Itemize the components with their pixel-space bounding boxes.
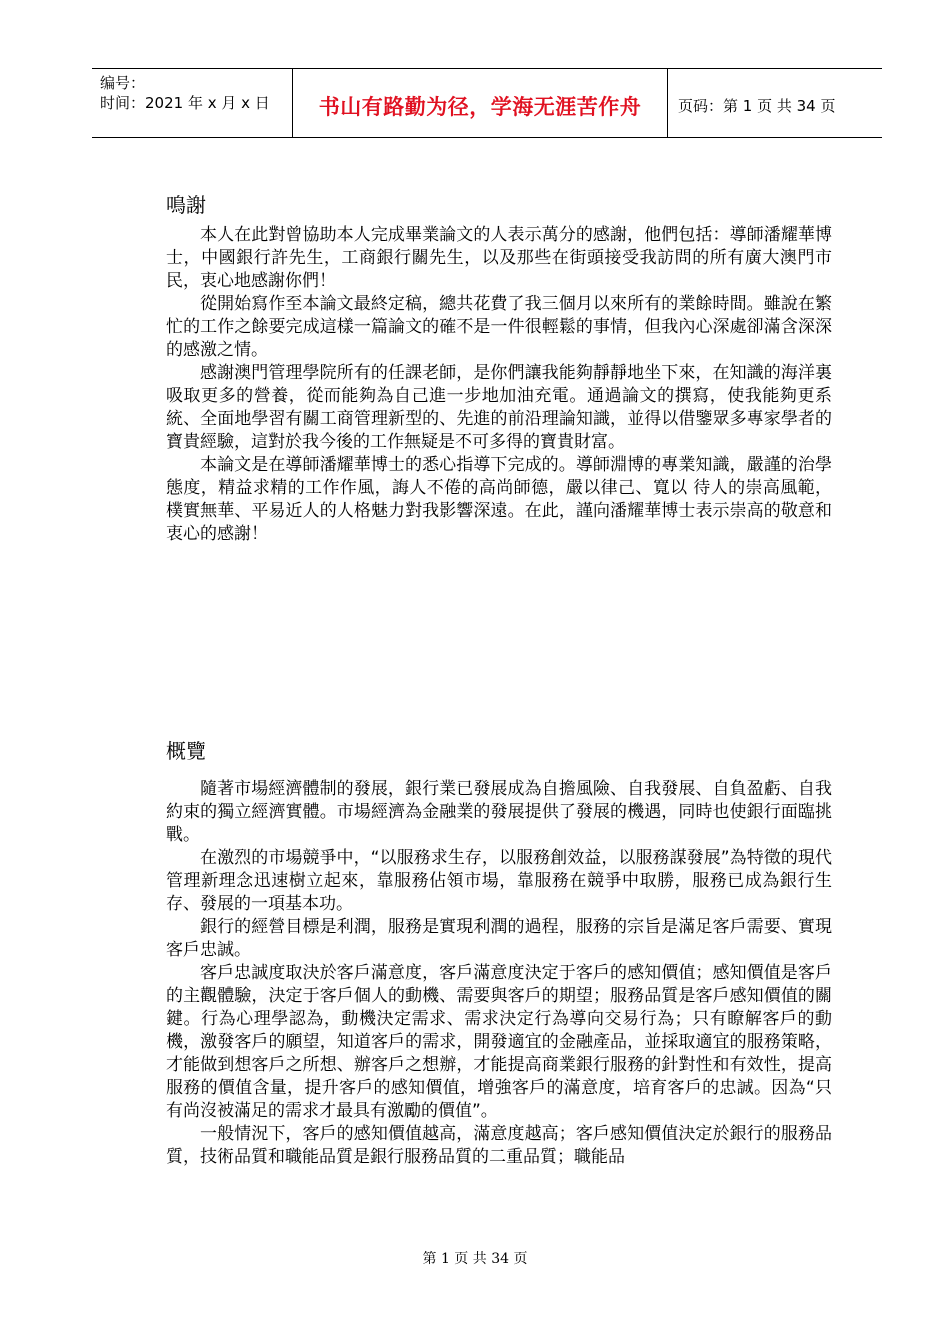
overview-title: 概覽 [166,739,206,763]
paragraph: 感謝澳門管理學院所有的任課老師，是你們讓我能夠靜靜地坐下來，在知識的海洋裏吸取更多的營養，從而能夠為自己進一步地加油充電。通過論文的撰寫，使我能夠更系統、全面地學習有關工商管理新型的、先進的前沿理論知識，並得以借鑒眾多專家學者的寶貴經驗，這對於我今後的工作無疑是不可多得的寶貴財富。 [166,363,832,452]
overview-section [166,736,832,1169]
paragraph: 客戶忠誠度取決於客戶滿意度，客戶滿意度決定于客戶的感知價值；感知價值是客戶的主觀體驗，決定于客戶個人的動機、需要與客戶的期望；服務品質是客戶感知價值的關鍵。行為心理學認為，動機決定需求、需求決定行為導向交易行為；只有瞭解客戶的動機，激發客戶的願望，知道客戶的需求，開發適宜的金融產品，並採取適宜的服務策略，才能做到想客戶之所想、辦客戶之想辦，才能提高商業銀行服務的針對性和有效性，提高服務的價值含量，提升客戶的感知價值，增強客戶的滿意度，培育客戶的忠誠。因為“只有尚沒被滿足的需求才最具有激勵的價值”。 [166,963,832,1121]
paragraph: 隨著市場經濟體制的發展，銀行業已發展成為自擔風險、自我發展、自負盈虧、自我約束的獨立經濟實體。市場經濟為金融業的發展提供了發展的機遇，同時也使銀行面臨挑戰。 [166,779,832,845]
paragraph: 從開始寫作至本論文最終定稿，總共花費了我三個月以來所有的業餘時間。雖說在繁忙的工作之餘要完成這樣一篇論文的確不是一件很輕鬆的事情，但我內心深處卻滿含深深的感激之情。 [166,294,832,360]
paragraph: 本人在此對曾協助本人完成畢業論文的人表示萬分的感謝，他們包括：導師潘耀華博士，中國銀行許先生，工商銀行關先生，以及那些在街頭接受我訪問的所有廣大澳門市民，衷心地感謝你們！ [166,225,832,291]
time-label: 时间：2021 年 x 月 x 日 [100,94,270,112]
acknowledgements-section [166,190,832,546]
paragraph: 銀行的經營目標是利潤，服務是實現利潤的過程，服務的宗旨是滿足客戶需要、實現客戶忠誠。 [166,917,832,960]
number-label: 编号： [100,74,146,92]
header-page-cell [668,69,882,137]
header-meta-cell [92,69,293,137]
header-motto: 书山有路勤为径，学海无涯苦作舟 [318,94,642,119]
acknowledgements-title: 鳴謝 [166,193,206,217]
page-footer: 第 1 页 共 34 页 [422,1251,528,1267]
header-page-number: 页码：第 1 页 共 34 页 [678,97,836,115]
paragraph: 本論文是在導師潘耀華博士的悉心指導下完成的。導師淵博的專業知識，嚴謹的治學態度，精益求精的工作作風，誨人不倦的高尚師德，嚴以律己、寬以 待人的崇高風範，樸實無華、平易近人的人格魅力對我影響深遠。在此，謹向潘耀華博士表示崇高的敬意和衷心的感謝！ [166,455,832,544]
paragraph: 一般情況下，客戶的感知價值越高，滿意度越高；客戶感知價值決定於銀行的服務品質，技術品質和職能品質是銀行服務品質的二重品質；職能品 [166,1124,832,1167]
paragraph: 在激烈的市場競爭中，“以服務求生存，以服務創效益，以服務謀發展”為特徵的現代管理新理念迅速樹立起來，靠服務佔領市場，靠服務在競爭中取勝，服務已成為銀行生存、發展的一項基本功。 [166,848,832,914]
page-header [92,68,882,138]
header-motto-cell [293,69,668,137]
